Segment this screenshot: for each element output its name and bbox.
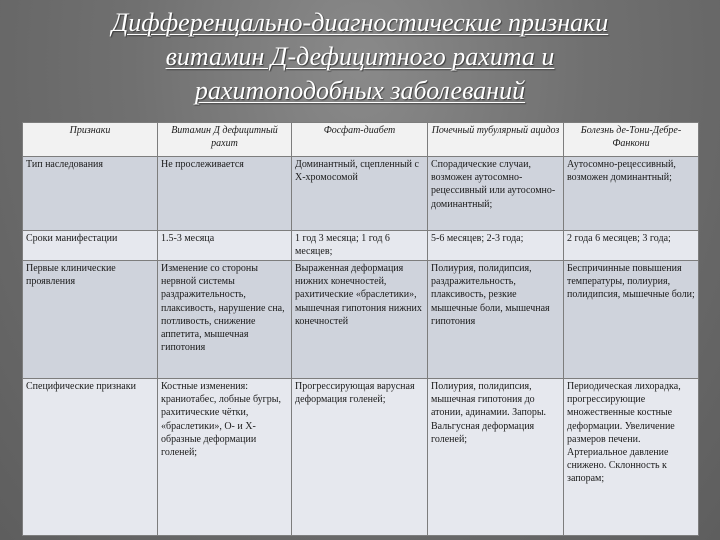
title-line-2: витамин Д-дефицитного рахита и xyxy=(165,42,555,71)
table-cell: Не прослеживается xyxy=(158,157,292,231)
table-cell: 1.5-3 месяца xyxy=(158,231,292,261)
table-cell: Специфические признаки xyxy=(23,379,158,536)
table-cell: Прогрессирующая варусная деформация голеней; xyxy=(292,379,428,536)
table-row xyxy=(23,231,699,261)
table-header-row xyxy=(23,123,699,157)
header-renal-tubular-acidosis: Почечный тубулярный ацидоз xyxy=(428,123,564,157)
table-cell: Спорадические случаи, возможен аутосомно-рецессивный или аутосомно-доминантный; xyxy=(428,157,564,231)
table-cell: 1 год 3 месяца; 1 год 6 месяцев; xyxy=(292,231,428,261)
table-row xyxy=(23,261,699,379)
header-phosphate-diabetes: Фосфат-диабет xyxy=(292,123,428,157)
header-signs: Признаки xyxy=(23,123,158,157)
table-cell: 2 года 6 месяцев; 3 года; xyxy=(564,231,699,261)
table-cell: 5-6 месяцев; 2-3 года; xyxy=(428,231,564,261)
table-cell: Беспричинные повышения температуры, полиурия, полидипсия, мышечные боли; xyxy=(564,261,699,379)
title-line-3: рахитоподобных заболеваний xyxy=(194,76,526,105)
header-vitamin-d-rickets: Витамин Д дефицитный рахит xyxy=(158,123,292,157)
table-cell: Выраженная деформация нижних конечностей, рахитические «браслетики», мышечная гипотония нижних конечностей xyxy=(292,261,428,379)
table-cell: Сроки манифестации xyxy=(23,231,158,261)
table-cell: Первые клинические проявления xyxy=(23,261,158,379)
table-cell: Полиурия, полидипсия, раздражительность, плаксивость, резкие мышечные боли, мышечная гипотония xyxy=(428,261,564,379)
table-cell: Тип наследования xyxy=(23,157,158,231)
table-cell: Изменение со стороны нервной системы раздражительность, плаксивость, нарушение сна, потливость, снижение аппетита, мышечная гипотония xyxy=(158,261,292,379)
table-row xyxy=(23,157,699,231)
header-de-toni-debre-fanconi: Болезнь де-Тони-Дебре-Фанкони xyxy=(564,123,699,157)
table-cell: Костные изменения: краниотабес, лобные бугры, рахитические чётки, «браслетики», O- и X-образные деформации голеней; xyxy=(158,379,292,536)
slide-title xyxy=(30,6,690,108)
table-cell: Доминантный, сцепленный с X-хромосомой xyxy=(292,157,428,231)
table-cell: Полиурия, полидипсия, мышечная гипотония до атонии, адинамии. Запоры. Вальгусная деформация голеней; xyxy=(428,379,564,536)
table-row xyxy=(23,379,699,536)
diagnostic-table xyxy=(22,122,699,536)
table-cell: Аутосомно-рецессивный, возможен доминантный; xyxy=(564,157,699,231)
table-cell: Периодическая лихорадка, прогрессирующие множественные костные деформации. Увеличение размеров печени. Артериальное давление снижено. Склонность к запорам; xyxy=(564,379,699,536)
title-line-1: Дифференцально-диагностические признаки xyxy=(111,8,609,37)
